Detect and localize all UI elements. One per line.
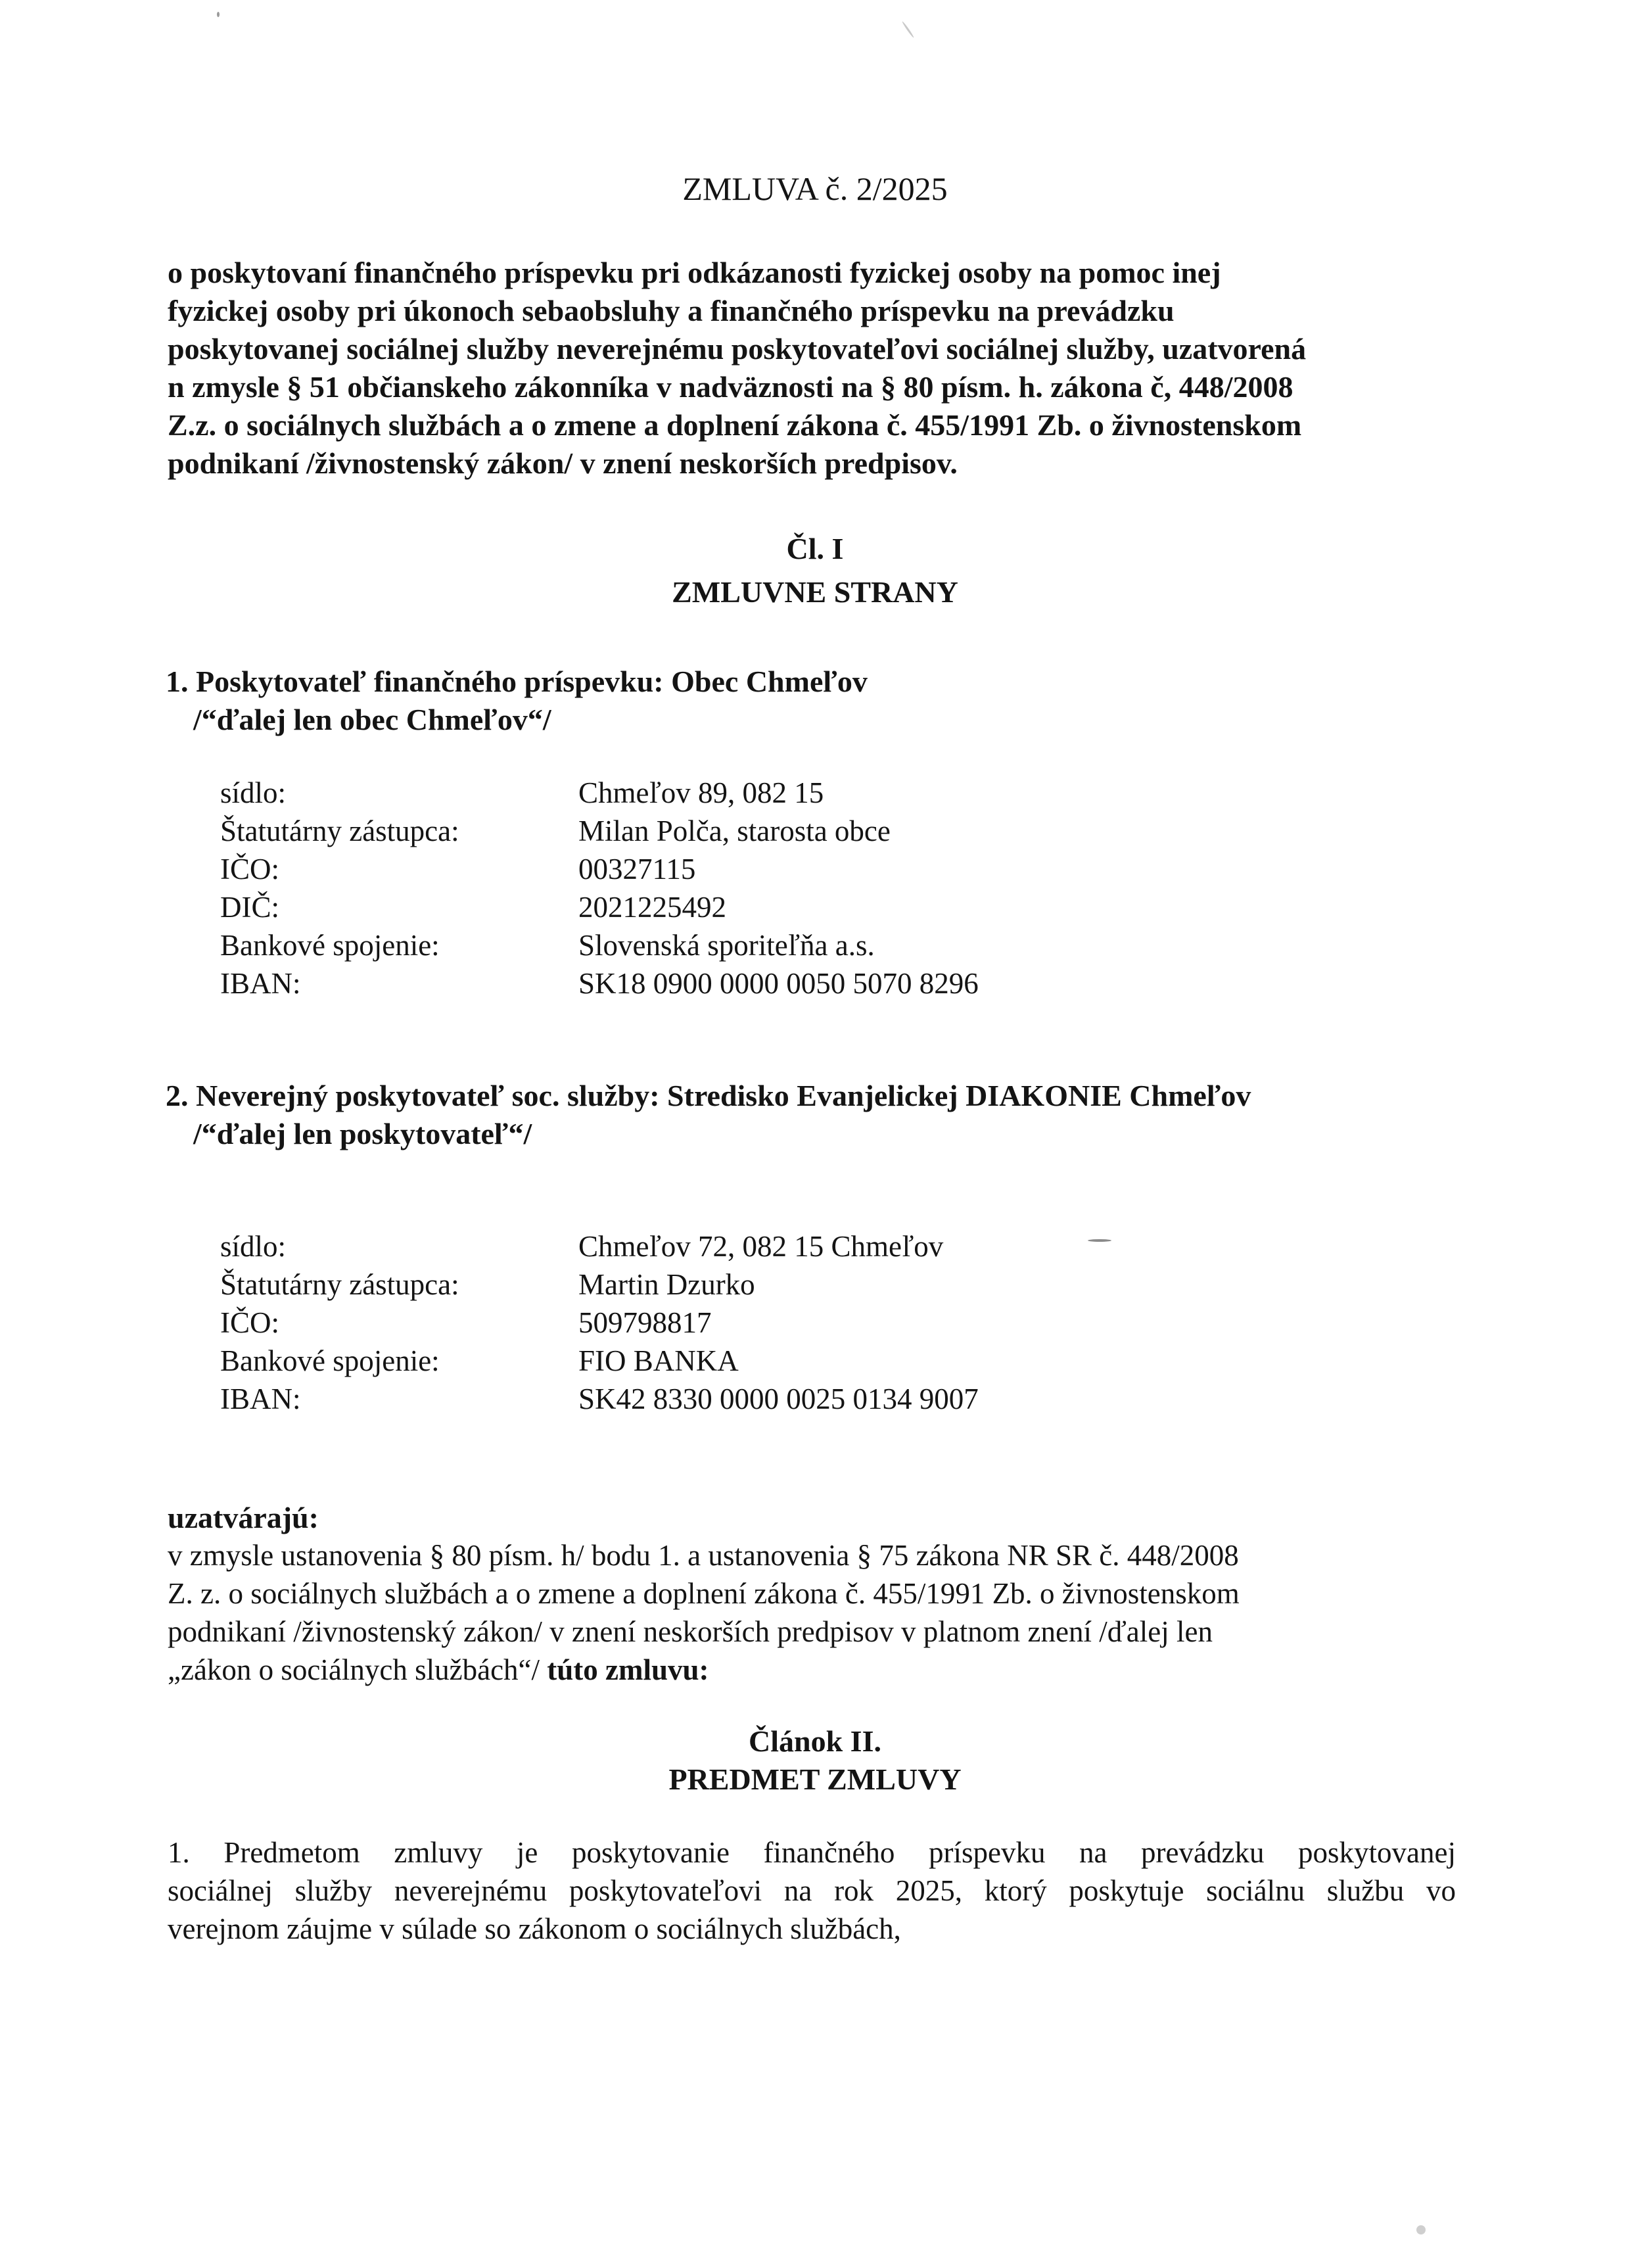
field-label: Štatutárny zástupca: [220,1268,459,1301]
field-label: IČO: [220,853,279,886]
body-line: verejnom záujme v súlade so zákonom o sociálnych službách, [168,1912,901,1945]
field-value: 00327115 [578,853,696,886]
intro-line: n zmysle § 51 občianskeho zákonníka v nadväznosti na § 80 písm. h. zákona č, 448/2008 [168,370,1293,404]
scan-speck [902,21,915,38]
intro-line: Z.z. o sociálnych službách a o zmene a doplnení zákona č. 455/1991 Zb. o živnostenskom [168,408,1302,442]
field-label: IČO: [220,1306,279,1339]
field-label: Bankové spojenie: [220,1344,440,1377]
field-value: FIO BANKA [578,1344,739,1377]
scan-speck [1416,2225,1426,2234]
field-label: DIČ: [220,891,279,924]
article-heading: ZMLUVNE STRANY [672,575,958,609]
field-label: Štatutárny zástupca: [220,815,459,847]
field-value: SK42 8330 0000 0025 0134 9007 [578,1382,979,1415]
field-value: Milan Polča, starosta obce [578,815,891,847]
field-value: Slovenská sporiteľňa a.s. [578,929,875,962]
party-heading: 1. Poskytovateľ finančného príspevku: Obec Chmeľov [166,665,868,698]
field-label: sídlo: [220,776,287,809]
scan-speck [217,12,220,17]
intro-line: fyzickej osoby pri úkonoch sebaobsluhy a finančného príspevku na prevádzku [168,294,1175,327]
body-line: Z. z. o sociálnych službách a o zmene a doplnení zákona č. 455/1991 Zb. o živnostenskom [168,1577,1240,1610]
document-title: ZMLUVA č. 2/2025 [682,170,948,207]
conclude-heading: uzatvárajú: [168,1501,319,1534]
article-number: Článok II. [749,1724,881,1758]
field-value: 509798817 [578,1306,712,1339]
body-line: 1. Predmetom zmluvy je poskytovanie finančného príspevku na prevádzku poskytovanej [168,1836,1456,1869]
article-number: Čl. I [786,532,844,565]
party-alias: /“ďalej len poskytovateľ“/ [193,1117,532,1150]
field-value: 2021225492 [578,891,726,924]
body-line [168,1653,709,1687]
party-heading: 2. Neverejný poskytovateľ soc. služby: Stredisko Evanjelickej DIAKONIE Chmeľov [166,1079,1251,1112]
intro-line: poskytovanej sociálnej služby neverejnému poskytovateľovi sociálnej služby, uzatvorená [168,332,1307,366]
field-label: Bankové spojenie: [220,929,440,962]
body-line: podnikaní /živnostenský zákon/ v znení neskorších predpisov v platnom znení /ďalej len [168,1615,1213,1648]
field-label: sídlo: [220,1230,287,1263]
body-line: v zmysle ustanovenia § 80 písm. h/ bodu 1. a ustanovenia § 75 zákona NR SR č. 448/2008 [168,1539,1239,1572]
scan-speck [1088,1239,1111,1242]
field-value: SK18 0900 0000 0050 5070 8296 [578,967,979,1000]
field-label: IBAN: [220,967,301,1000]
field-value: Chmeľov 89, 082 15 [578,776,824,809]
body-text-bold: túto zmluvu: [547,1653,709,1686]
intro-line: podnikaní /živnostenský zákon/ v znení neskorších predpisov. [168,446,958,480]
article-heading: PREDMET ZMLUVY [668,1762,962,1796]
field-value: Martin Dzurko [578,1268,755,1301]
party-alias: /“ďalej len obec Chmeľov“/ [193,703,551,736]
body-text: „zákon o sociálnych službách“/ [168,1653,547,1686]
field-value: Chmeľov 72, 082 15 Chmeľov [578,1230,944,1263]
intro-line: o poskytovaní finančného príspevku pri odkázanosti fyzickej osoby na pomoc inej [168,256,1221,289]
field-label: IBAN: [220,1382,301,1415]
body-line: sociálnej služby neverejnému poskytovateľovi na rok 2025, ktorý poskytuje sociálnu službu vo [168,1874,1456,1907]
